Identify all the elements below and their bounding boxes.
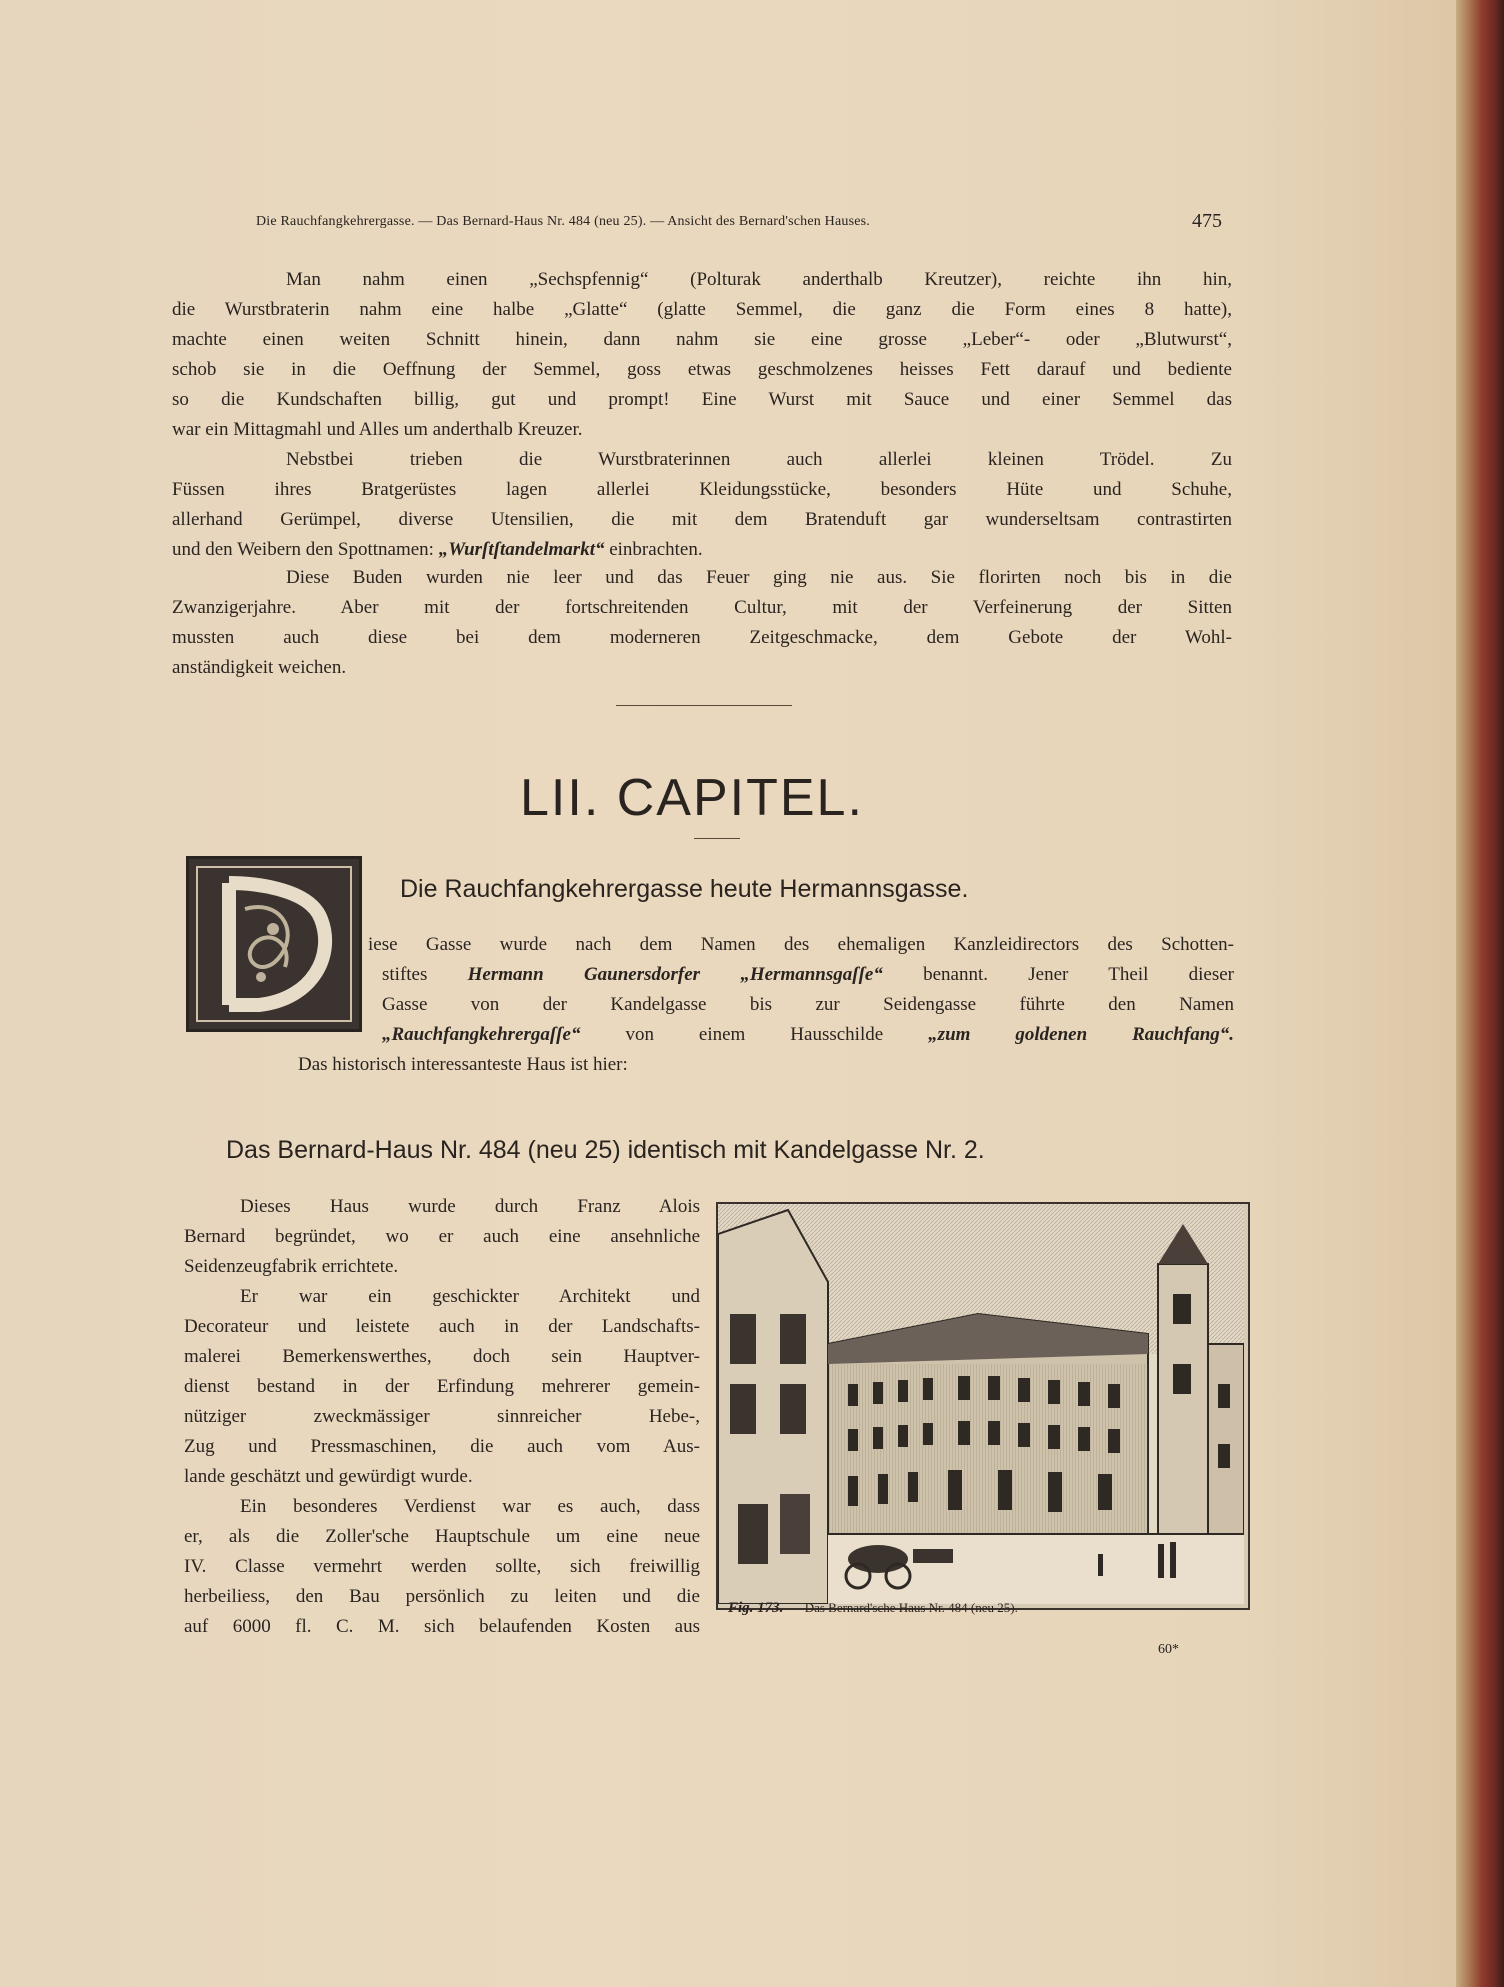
- fraktur-term: Hermann Gaunersdorfer: [467, 964, 701, 985]
- figure-label: Fig. 173.: [728, 1600, 784, 1616]
- text-line: [172, 535, 1232, 565]
- paragraph-3: [172, 563, 1232, 683]
- book-spine: [1456, 0, 1504, 1987]
- building-illustration: [718, 1204, 1244, 1604]
- ornament-icon: [189, 859, 359, 1029]
- fraktur-term: „zum goldenen Rauchfang“.: [928, 1024, 1235, 1045]
- text-line: machte einen weiten Schnitt hinein, dann nahm sie eine grosse „Leber“- oder „Blutwurst“,: [172, 329, 1232, 350]
- text-line: Das historisch interessanteste Haus ist hier:: [298, 1054, 628, 1075]
- divider-rule: [616, 705, 792, 706]
- text-line: er, als die Zoller'sche Hauptschule um eine neue: [184, 1526, 700, 1547]
- section-title-2: Das Bernard-Haus Nr. 484 (neu 25) identisch mit Kandelgasse Nr. 2.: [226, 1136, 985, 1164]
- text-line: Decorateur und leistete auch in der Landschafts-: [184, 1316, 700, 1337]
- text-span: von einem Hausschilde: [625, 1024, 884, 1045]
- decorated-initial: [186, 856, 362, 1032]
- text-line: war ein Mittagmahl und Alles um anderthalb Kreuzer.: [172, 419, 583, 440]
- text-line: die Wurstbraterin nahm eine halbe „Glatte“ (glatte Semmel, die ganz die Form eines 8 hatte),: [172, 299, 1232, 320]
- text-line: Er war ein geschickter Architekt und: [240, 1286, 700, 1307]
- text-line: dienst bestand in der Erfindung mehrerer gemein-: [184, 1376, 700, 1397]
- page-number: 475: [1192, 210, 1222, 232]
- section-title: Die Rauchfangkehrergasse heute Hermannsgasse.: [400, 875, 969, 903]
- fraktur-term: „Rauchfangkehrergaſſe“: [382, 1024, 581, 1045]
- text-span: stiftes: [382, 964, 428, 985]
- chapter-heading: LII. CAPITEL.: [520, 769, 864, 827]
- text-line: Gasse von der Kandelgasse bis zur Seidengasse führte den Namen: [382, 994, 1234, 1015]
- text-line: nütziger zweckmässiger sinnreicher Hebe-,: [184, 1406, 700, 1427]
- text-line: so die Kundschaften billig, gut und prompt! Eine Wurst mit Sauce und einer Semmel das: [172, 389, 1232, 410]
- figure-engraving: [716, 1202, 1250, 1610]
- text-span: benannt. Jener Theil dieser: [923, 964, 1235, 985]
- text-line: IV. Classe vermehrt werden sollte, sich freiwillig: [184, 1556, 700, 1577]
- text-line: Man nahm einen „Sechspfennig“ (Polturak anderthalb Kreutzer), reichte ihn hin,: [286, 269, 1232, 290]
- signature-mark: 60*: [1158, 1642, 1179, 1657]
- text-line: Nebstbei trieben die Wurstbraterinnen auch allerlei kleinen Trödel. Zu: [286, 449, 1232, 470]
- text-line: auf 6000 fl. C. M. sich belaufenden Kosten aus: [184, 1616, 700, 1637]
- text-line: herbeiliess, den Bau persönlich zu leiten und die: [184, 1586, 700, 1607]
- text-line: Bernard begründet, wo er auch eine ansehnliche: [184, 1226, 700, 1247]
- paragraph-1: [172, 265, 1232, 445]
- text-line: Zwanzigerjahre. Aber mit der fortschreitenden Cultur, mit der Verfeinerung der Sitten: [172, 597, 1232, 618]
- chapter-paragraph: [368, 930, 1234, 1050]
- text-line: lande geschätzt und gewürdigt wurde.: [184, 1466, 473, 1487]
- text-line: Ein besonderes Verdienst war es auch, dass: [240, 1496, 700, 1517]
- text-line: schob sie in die Oeffnung der Semmel, goss etwas geschmolzenes heisses Fett darauf und bediente: [172, 359, 1232, 380]
- text-span: einbrachten.: [609, 539, 703, 560]
- text-line: Seidenzeugfabrik errichtete.: [184, 1256, 399, 1277]
- figure-caption: [728, 1600, 1018, 1617]
- text-line: mussten auch diese bei dem moderneren Zeitgeschmacke, dem Gebote der Wohl-: [172, 627, 1232, 648]
- text-line: Diese Buden wurden nie leer und das Feuer ging nie aus. Sie florirten noch bis in die: [286, 567, 1232, 588]
- caption-text: Das Bernard'sche Haus Nr. 484 (neu 25).: [804, 1600, 1018, 1615]
- text-span: und den Weibern den Spottnamen:: [172, 539, 434, 560]
- text-line: Zug und Pressmaschinen, die auch vom Aus-: [184, 1436, 700, 1457]
- running-head: Die Rauchfangkehrergasse. — Das Bernard-Haus Nr. 484 (neu 25). — Ansicht des Bernard'schen Hauses.: [256, 214, 870, 229]
- text-line: [368, 1020, 1234, 1050]
- section2-paragraph: [184, 1192, 700, 1642]
- fraktur-term: „Wurſtſtandelmarkt“: [438, 539, 605, 560]
- text-line: anständigkeit weichen.: [172, 657, 347, 678]
- paragraph-2: [172, 445, 1232, 565]
- text-line: iese Gasse wurde nach dem Namen des ehemaligen Kanzleidirectors des Schotten-: [368, 934, 1234, 955]
- text-line: allerhand Gerümpel, diverse Utensilien, die mit dem Bratenduft gar wunderseltsam contrastirten: [172, 509, 1232, 530]
- text-line: Dieses Haus wurde durch Franz Alois: [240, 1196, 700, 1217]
- text-line: [368, 960, 1234, 990]
- text-line: Füssen ihres Bratgerüstes lagen allerlei Kleidungsstücke, besonders Hüte und Schuhe,: [172, 479, 1232, 500]
- divider-rule-short: [694, 838, 740, 839]
- text-line: malerei Bemerkenswerthes, doch sein Hauptver-: [184, 1346, 700, 1367]
- fraktur-term: „Hermannsgaſſe“: [740, 964, 883, 985]
